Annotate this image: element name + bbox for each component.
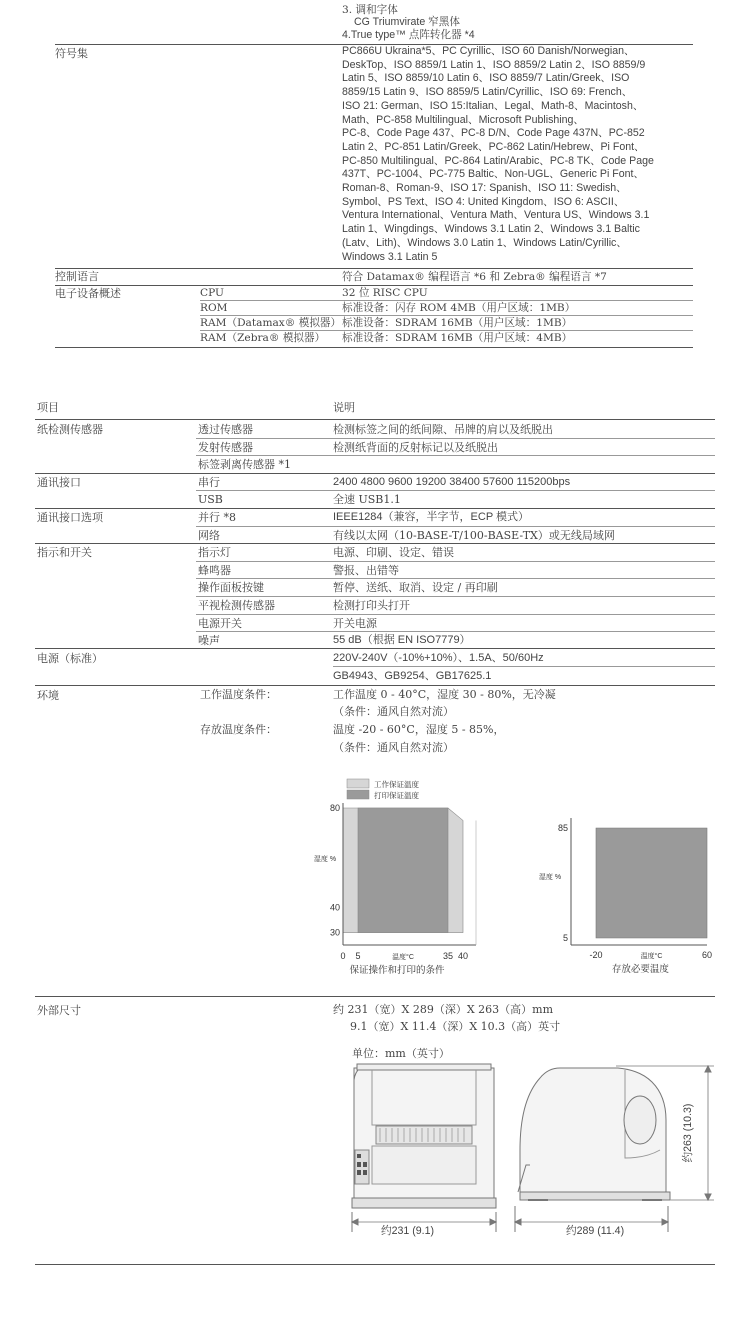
row-value: IEEE1284（兼容，半字节，ECP 模式） <box>333 511 530 523</box>
control-language-value: 符合 Datamax® 编程语言 *6 和 Zebra® 编程语言 *7 <box>342 271 607 283</box>
fonts-tail-3: 4.True type™ 点阵转化器 *4 <box>342 29 475 41</box>
symbol-set-line: PC866U Ukraina*5、PC Cyrillic、ISO 60 Danish/Norwegian、 <box>342 45 635 57</box>
row-value: 检测打印头打开 <box>333 599 410 612</box>
dimensions-inch: 9.1（宽）X 11.4（深）X 10.3（高）英寸 <box>350 1020 561 1033</box>
env-storage-label: 存放温度条件： <box>200 723 277 736</box>
chart2-series-1 <box>596 828 707 938</box>
row-sub-item: 标签剥离传感器 *1 <box>198 458 291 472</box>
chart1-xtick: 0 <box>340 951 346 961</box>
symbol-set-line: PC-8、Code Page 437、PC-8 D/N、Code Page 437N、PC-852 <box>342 127 645 140</box>
symbol-set-line: Ventura International、Ventura Math、Ventura US、Windows 3.1 <box>342 209 650 222</box>
header-description: 说明 <box>333 401 355 414</box>
fonts-tail-1: 3. 调和字体 <box>342 4 398 16</box>
chart2-xtick: -20 <box>589 950 603 960</box>
row-value: 开关电源 <box>333 616 377 630</box>
row-category: 通讯接口选项 <box>37 511 103 524</box>
row-value: 有线以太网（10-BASE-T/100-BASE-TX）或无线局域网 <box>333 528 615 542</box>
row-category: 纸检测传感器 <box>37 423 103 436</box>
electronics-sub-label: ROM <box>200 302 228 314</box>
height-label: 约263 (10.3) <box>682 1103 694 1163</box>
row-divider <box>196 561 715 562</box>
chart1-legend-label-2: 打印保证温度 <box>374 791 419 800</box>
width-label: 约231 (9.1) <box>381 1225 434 1237</box>
row-value: 2400 4800 9600 19200 38400 57600 115200bps <box>333 475 571 488</box>
symbol-set-line: Latin 1、Wingdings、Windows 3.1 Latin 2、Windows 3.1 Baltic <box>342 223 640 236</box>
chart2-title: 存放必要温度 <box>611 964 669 975</box>
row-sub-item: 串行 <box>198 475 220 489</box>
divider <box>35 648 715 649</box>
bottom-divider <box>35 1264 715 1265</box>
row-value: 全速 USB1.1 <box>333 493 401 507</box>
electronics-value: 标准设备：SDRAM 16MB（用户区域：1MB） <box>342 317 573 329</box>
env-operating-label: 工作温度条件： <box>200 688 277 701</box>
row-divider <box>196 614 715 615</box>
row-value: 检测纸背面的反射标记以及纸脱出 <box>333 440 498 454</box>
row-divider <box>200 300 693 301</box>
env-storage-line-2: （条件：通风自然对流） <box>333 741 454 754</box>
chart1-legend-swatch-2 <box>347 790 369 799</box>
symbol-set-line: PC-850 Multilingual、PC-864 Latin/Arabic、PC-8 TK、Code Page <box>342 154 654 167</box>
chart2-ytick: 5 <box>562 933 568 943</box>
chart1-ylabel: 湿度 % <box>313 855 337 863</box>
depth-label: 约289 (11.4) <box>566 1225 625 1237</box>
row-sub-item: USB <box>198 493 223 507</box>
chart1-xtick: 40 <box>457 951 469 961</box>
row-sub-item: 噪声 <box>198 634 220 648</box>
row-sub-item: 平视检测传感器 <box>198 599 275 612</box>
chart1-ytick: 40 <box>329 902 340 913</box>
printer-front-view <box>352 1064 496 1232</box>
symbol-set-line: ISO 21: German、ISO 15:Italian、Legal、Math-8、Macintosh、 <box>342 99 644 112</box>
control-language-label: 控制语言 <box>55 270 99 283</box>
electronics-value: 32 位 RISC CPU <box>342 287 428 299</box>
electronics-sub-label: CPU <box>200 287 224 299</box>
env-operating-line-2: （条件：通风自然对流） <box>333 705 454 718</box>
row-divider <box>200 315 693 316</box>
electronics-value: 标准设备：SDRAM 16MB（用户区域：4MB） <box>342 332 573 344</box>
row-divider <box>196 490 715 491</box>
env-operating-line-1: 工作温度 0 - 40°C，湿度 30 - 80%，无冷凝 <box>333 688 556 701</box>
divider <box>35 996 715 997</box>
header-item: 项目 <box>37 401 59 414</box>
power-line-2: GB4943、GB9254、GB17625.1 <box>333 670 492 682</box>
chart1-title: 保证操作和打印的条件 <box>349 965 445 976</box>
symbol-set-line: Latin 5、ISO 8859/10 Latin 6、ISO 8859/7 Latin/Greek、ISO <box>342 72 630 85</box>
chart1-series-2 <box>358 808 448 933</box>
symbol-set-line: Windows 3.1 Latin 5 <box>342 250 438 263</box>
row-sub-item: 电源开关 <box>198 616 242 630</box>
symbol-set-line: Math、PC-858 Multilingual、Microsoft Publishing、 <box>342 113 584 126</box>
divider <box>35 685 715 686</box>
row-sub-item: 网络 <box>198 528 220 542</box>
row-value: 55 dB（根据 EN ISO7779） <box>333 634 471 647</box>
chart1-legend-label-1: 工作保证温度 <box>374 780 419 789</box>
chart1-legend-swatch-1 <box>347 779 369 788</box>
chart2-ytick: 85 <box>557 823 568 833</box>
environment-label: 环境 <box>37 689 59 702</box>
symbol-set-line: Symbol、PS Text、ISO 4: United Kingdom、ISO 6: ASCII、 <box>342 195 625 208</box>
symbol-set-line: Latin 2、PC-851 Latin/Greek、PC-862 Latin/Hebrew、Pi Font、 <box>342 140 645 153</box>
electronics-sub-label: RAM（Zebra® 模拟器） <box>200 332 326 344</box>
symbol-set-line: DeskTop、ISO 8859/1 Latin 1、ISO 8859/2 Latin 2、ISO 8859/9 <box>342 58 646 71</box>
divider <box>55 347 693 348</box>
row-category: 指示和开关 <box>37 546 92 560</box>
row-divider <box>200 330 693 331</box>
environment-charts-svg <box>300 775 720 985</box>
row-sub-item: 透过传感器 <box>198 423 253 436</box>
row-sub-item: 发射传感器 <box>198 440 253 454</box>
electronics-value: 标准设备：闪存 ROM 4MB（用户区域：1MB） <box>342 302 576 314</box>
fonts-tail-2: CG Triumvirate 窄黑体 <box>354 16 460 28</box>
divider <box>55 268 693 269</box>
row-value: 暂停、送纸、取消、设定 / 再印刷 <box>333 581 498 595</box>
row-category: 通讯接口 <box>37 475 81 489</box>
chart1-xlabel: 温度°C <box>392 954 414 961</box>
chart1-ytick: 80 <box>329 803 340 813</box>
chart2-ylabel: 湿度 % <box>538 874 562 882</box>
chart1-xtick: 35 <box>442 951 454 961</box>
chart1-xtick: 5 <box>355 951 361 961</box>
row-sub-item: 指示灯 <box>198 546 231 560</box>
row-sub-item: 蜂鸣器 <box>198 563 231 577</box>
environment-charts <box>300 775 720 985</box>
dimensions-mm: 约 231（宽）X 289（深）X 263（高）mm <box>333 1003 553 1016</box>
symbol-set-line: (Latv、Lith)、Windows 3.0 Latin 1、Windows Latin/Cyrillic、 <box>342 236 627 249</box>
header-divider <box>35 419 715 420</box>
dimensions-label: 外部尺寸 <box>37 1004 81 1017</box>
dimensions-unit: 单位：mm（英寸） <box>352 1047 450 1060</box>
electronics-label: 电子设备概述 <box>55 287 121 300</box>
electronics-sub-label: RAM（Datamax® 模拟器） <box>200 317 342 329</box>
power-label: 电源（标准） <box>37 652 103 665</box>
symbol-set-line: 437T、PC-1004、PC-775 Baltic、Non-UGL、Generic Pi Font、 <box>342 168 645 181</box>
row-sub-item: 并行 *8 <box>198 511 236 524</box>
env-storage-line-1: 温度 -20 - 60°C，湿度 5 - 85%， <box>333 723 505 736</box>
chart1-ytick: 30 <box>329 927 340 938</box>
row-value: 警报、出错等 <box>333 563 399 577</box>
row-sub-item: 操作面板按键 <box>198 581 264 595</box>
symbol-set-line: Roman-8、Roman-9、ISO 17: Spanish、ISO 11: Swedish、 <box>342 182 627 194</box>
chart2-xtick: 60 <box>701 950 713 960</box>
symbol-set-line: 8859/15 Latin 9、ISO 8859/5 Latin/Cyrillic、ISO 69: French、 <box>342 86 633 99</box>
power-line-1: 220V-240V（-10%+10%）、1.5A、50/60Hz <box>333 652 544 664</box>
chart2-xlabel: 温度°C <box>640 953 663 960</box>
row-value: 电源、印刷、设定、错误 <box>333 546 454 560</box>
symbol-set-label: 符号集 <box>55 47 88 60</box>
row-value: 检测标签之间的纸间隙、吊牌的肩以及纸脱出 <box>333 423 553 436</box>
divider <box>333 666 715 667</box>
